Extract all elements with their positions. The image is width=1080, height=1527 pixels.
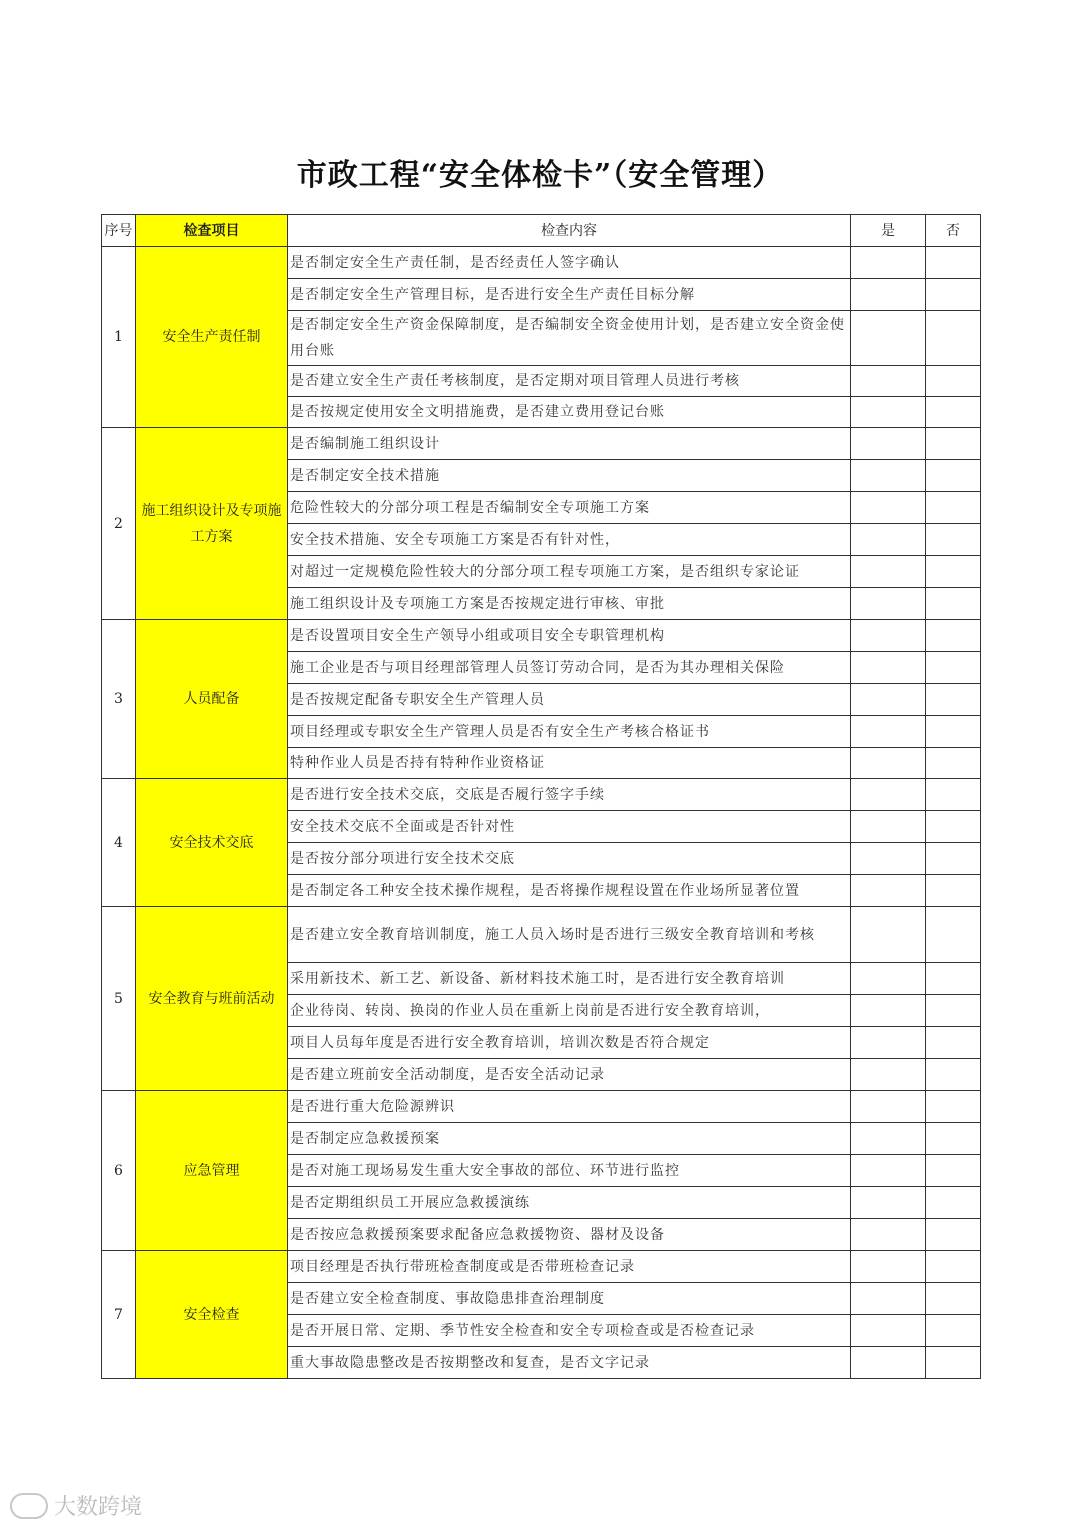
check-content: 是否按规定配备专职安全生产管理人员 (288, 684, 851, 716)
section-seq: 2 (102, 428, 136, 620)
check-content: 是否制定安全生产管理目标，是否进行安全生产责任目标分解 (288, 279, 851, 311)
no-cell[interactable] (926, 1219, 981, 1251)
check-content: 是否建立安全检查制度、事故隐患排查治理制度 (288, 1283, 851, 1315)
check-content: 项目经理是否执行带班检查制度或是否带班检查记录 (288, 1251, 851, 1283)
section-seq: 5 (102, 907, 136, 1091)
yes-cell[interactable] (851, 1059, 926, 1091)
check-content: 是否按规定使用安全文明措施费，是否建立费用登记台账 (288, 397, 851, 428)
yes-cell[interactable] (851, 428, 926, 460)
check-content: 重大事故隐患整改是否按期整改和复查，是否文字记录 (288, 1347, 851, 1379)
check-content: 企业待岗、转岗、换岗的作业人员在重新上岗前是否进行安全教育培训， (288, 995, 851, 1027)
table-row (102, 247, 981, 279)
table-row (102, 428, 981, 460)
section-seq: 7 (102, 1251, 136, 1379)
section-seq: 3 (102, 620, 136, 779)
section-seq: 4 (102, 779, 136, 907)
check-content: 危险性较大的分部分项工程是否编制安全专项施工方案 (288, 492, 851, 524)
no-cell[interactable] (926, 428, 981, 460)
header-seq: 序号 (102, 215, 136, 247)
no-cell[interactable] (926, 1123, 981, 1155)
no-cell[interactable] (926, 811, 981, 843)
table-row (102, 907, 981, 963)
no-cell[interactable] (926, 1059, 981, 1091)
check-content: 安全技术交底不全面或是否针对性 (288, 811, 851, 843)
check-content: 是否制定安全技术措施 (288, 460, 851, 492)
no-cell[interactable] (926, 366, 981, 397)
check-content: 项目经理或专职安全生产管理人员是否有安全生产考核合格证书 (288, 716, 851, 748)
check-content: 是否进行安全技术交底，交底是否履行签字手续 (288, 779, 851, 811)
check-content: 是否制定应急救援预案 (288, 1123, 851, 1155)
check-content: 是否开展日常、定期、季节性安全检查和安全专项检查或是否检查记录 (288, 1315, 851, 1347)
yes-cell[interactable] (851, 907, 926, 963)
no-cell[interactable] (926, 1347, 981, 1379)
no-cell[interactable] (926, 247, 981, 279)
yes-cell[interactable] (851, 1187, 926, 1219)
yes-cell[interactable] (851, 748, 926, 779)
check-content: 是否按分部分项进行安全技术交底 (288, 843, 851, 875)
check-content: 是否编制施工组织设计 (288, 428, 851, 460)
no-cell[interactable] (926, 1027, 981, 1059)
check-content: 是否制定各工种安全技术操作规程，是否将操作规程设置在作业场所显著位置 (288, 875, 851, 907)
header-content: 检查内容 (288, 215, 851, 247)
no-cell[interactable] (926, 1315, 981, 1347)
check-content: 是否对施工现场易发生重大安全事故的部位、环节进行监控 (288, 1155, 851, 1187)
no-cell[interactable] (926, 1091, 981, 1123)
check-content: 是否建立安全教育培训制度，施工人员入场时是否进行三级安全教育培训和考核 (288, 907, 851, 963)
no-cell[interactable] (926, 460, 981, 492)
header-item: 检查项目 (136, 215, 288, 247)
no-cell[interactable] (926, 995, 981, 1027)
check-content: 是否制定安全生产资金保障制度，是否编制安全资金使用计划，是否建立安全资金使用台账 (288, 311, 851, 366)
section-seq: 1 (102, 247, 136, 428)
yes-cell[interactable] (851, 279, 926, 311)
check-content: 是否建立班前安全活动制度，是否安全活动记录 (288, 1059, 851, 1091)
table-row (102, 779, 981, 811)
check-content: 是否按应急救援预案要求配备应急救援物资、器材及设备 (288, 1219, 851, 1251)
section-item: 安全检查 (136, 1251, 288, 1379)
yes-cell[interactable] (851, 716, 926, 748)
yes-cell[interactable] (851, 779, 926, 811)
no-cell[interactable] (926, 1155, 981, 1187)
yes-cell[interactable] (851, 811, 926, 843)
watermark-text: 大数跨境 (54, 1495, 143, 1520)
yes-cell[interactable] (851, 556, 926, 588)
no-cell[interactable] (926, 652, 981, 684)
yes-cell[interactable] (851, 366, 926, 397)
table-header-row (102, 215, 981, 247)
yes-cell[interactable] (851, 1283, 926, 1315)
yes-cell[interactable] (851, 620, 926, 652)
no-cell[interactable] (926, 397, 981, 428)
no-cell[interactable] (926, 524, 981, 556)
yes-cell[interactable] (851, 1219, 926, 1251)
check-content: 是否制定安全生产责任制，是否经责任人签字确认 (288, 247, 851, 279)
yes-cell[interactable] (851, 311, 926, 366)
no-cell[interactable] (926, 748, 981, 779)
no-cell[interactable] (926, 684, 981, 716)
check-content: 对超过一定规模危险性较大的分部分项工程专项施工方案，是否组织专家论证 (288, 556, 851, 588)
check-content: 项目人员每年度是否进行安全教育培训，培训次数是否符合规定 (288, 1027, 851, 1059)
section-item: 安全生产责任制 (136, 247, 288, 428)
yes-cell[interactable] (851, 875, 926, 907)
check-content: 安全技术措施、安全专项施工方案是否有针对性， (288, 524, 851, 556)
section-item: 安全教育与班前活动 (136, 907, 288, 1091)
table-body (102, 247, 981, 1379)
no-cell[interactable] (926, 1251, 981, 1283)
yes-cell[interactable] (851, 1155, 926, 1187)
table-row (102, 620, 981, 652)
yes-cell[interactable] (851, 397, 926, 428)
yes-cell[interactable] (851, 1251, 926, 1283)
check-content: 是否定期组织员工开展应急救援演练 (288, 1187, 851, 1219)
no-cell[interactable] (926, 620, 981, 652)
yes-cell[interactable] (851, 492, 926, 524)
page-title: 市政工程“安全体检卡”（安全管理） (296, 158, 784, 193)
yes-cell[interactable] (851, 247, 926, 279)
no-cell[interactable] (926, 716, 981, 748)
yes-cell[interactable] (851, 843, 926, 875)
yes-cell[interactable] (851, 588, 926, 620)
no-cell[interactable] (926, 1187, 981, 1219)
yes-cell[interactable] (851, 524, 926, 556)
check-content: 特种作业人员是否持有特种作业资格证 (288, 748, 851, 779)
no-cell[interactable] (926, 588, 981, 620)
section-item: 应急管理 (136, 1091, 288, 1251)
no-cell[interactable] (926, 963, 981, 995)
no-cell[interactable] (926, 492, 981, 524)
yes-cell[interactable] (851, 995, 926, 1027)
no-cell[interactable] (926, 907, 981, 963)
no-cell[interactable] (926, 279, 981, 311)
no-cell[interactable] (926, 779, 981, 811)
check-content: 施工组织设计及专项施工方案是否按规定进行审核、审批 (288, 588, 851, 620)
yes-cell[interactable] (851, 1315, 926, 1347)
check-content: 是否设置项目安全生产领导小组或项目安全专职管理机构 (288, 620, 851, 652)
check-content: 采用新技术、新工艺、新设备、新材料技术施工时，是否进行安全教育培训 (288, 963, 851, 995)
yes-cell[interactable] (851, 1347, 926, 1379)
section-item: 人员配备 (136, 620, 288, 779)
header-no: 否 (926, 215, 981, 247)
yes-cell[interactable] (851, 1027, 926, 1059)
table-row (102, 1251, 981, 1283)
check-content: 是否进行重大危险源辨识 (288, 1091, 851, 1123)
no-cell[interactable] (926, 1283, 981, 1315)
yes-cell[interactable] (851, 652, 926, 684)
check-content: 是否建立安全生产责任考核制度，是否定期对项目管理人员进行考核 (288, 366, 851, 397)
header-yes: 是 (851, 215, 926, 247)
yes-cell[interactable] (851, 684, 926, 716)
no-cell[interactable] (926, 311, 981, 366)
yes-cell[interactable] (851, 460, 926, 492)
section-item: 安全技术交底 (136, 779, 288, 907)
section-item: 施工组织设计及专项施工方案 (136, 428, 288, 620)
section-seq: 6 (102, 1091, 136, 1251)
table-row (102, 1091, 981, 1123)
no-cell[interactable] (926, 556, 981, 588)
watermark-logo-icon (10, 1493, 48, 1519)
yes-cell[interactable] (851, 963, 926, 995)
yes-cell[interactable] (851, 1123, 926, 1155)
check-content: 施工企业是否与项目经理部管理人员签订劳动合同，是否为其办理相关保险 (288, 652, 851, 684)
no-cell[interactable] (926, 843, 981, 875)
no-cell[interactable] (926, 875, 981, 907)
yes-cell[interactable] (851, 1091, 926, 1123)
checklist-table (101, 214, 981, 1379)
watermark (10, 1490, 142, 1521)
